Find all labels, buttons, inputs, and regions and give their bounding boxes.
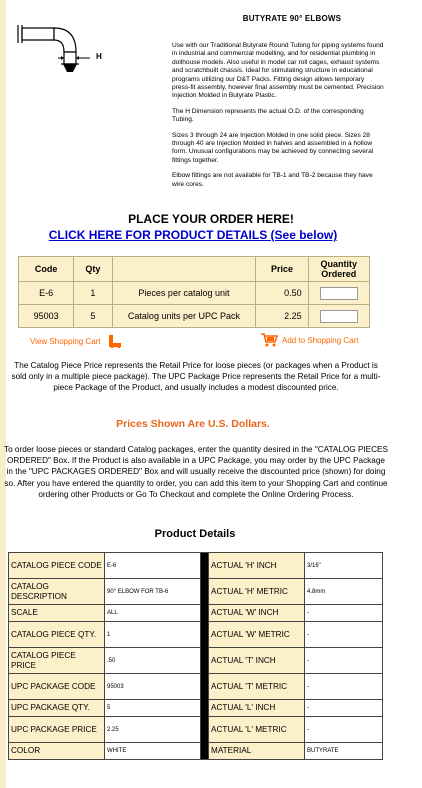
detail-row [9, 605, 383, 622]
detail-label: UPC PACKAGE CODE [9, 674, 105, 700]
detail-value: 2.25 [105, 717, 201, 743]
detail-value: - [305, 717, 383, 743]
col-desc [112, 257, 256, 282]
detail-row [9, 553, 383, 579]
order-qty: 5 [74, 305, 112, 328]
detail-label: UPC PACKAGE PRICE [9, 717, 105, 743]
detail-row [9, 622, 383, 648]
detail-value: BUTYRATE [305, 743, 383, 760]
add-cart-label: Add to Shopping Cart [282, 335, 359, 345]
order-table-header [19, 257, 370, 282]
description-paragraph: Use with our Traditional Butyrate Round Tubing for piping systems found in industrial and commercial modelling, and for residential plumbing in dollhouse models. Also useful in model car roll cages, exhaust systems and scratchbuilt chassis. Ideal for stimulating structure in educational programs utilizing our D&T Packs. Fitting design allows temporary press-fit assembly, however final assembly must be cemented. Precision Injection Molded in Butyrate Plastic. [172, 42, 384, 100]
detail-value: - [305, 622, 383, 648]
detail-label: ACTUAL 'H' INCH [209, 553, 305, 579]
col-code: Code [19, 257, 74, 282]
order-table [18, 256, 370, 328]
col-price: Price [256, 257, 308, 282]
detail-label: ACTUAL 'H' METRIC [209, 579, 305, 605]
detail-value: ALL [105, 605, 201, 622]
detail-value: 90° ELBOW FOR TB-6 [105, 579, 201, 605]
detail-label: ACTUAL 'L' INCH [209, 700, 305, 717]
detail-label: CATALOG DESCRIPTION [9, 579, 105, 605]
pricing-explanation: The Catalog Piece Price represents the Retail Price for loose pieces (or packages when a Product is sold only in a multiple piece package). The UPC Package Price represents the Retail Price for a multi-piece Package of the Product, and usually includes a modest discounted price. [11, 361, 381, 392]
description-paragraph: Sizes 3 through 24 are Injection Molded in one solid piece. Sizes 28 through 40 are Injection Molded in halves and assembled in a hollow form. Unusual configurations may be achieved by connecting several fittings together. [172, 131, 374, 164]
order-desc: Pieces per catalog unit [112, 282, 256, 305]
order-code: E-6 [19, 282, 74, 305]
detail-value: WHITE [105, 743, 201, 760]
view-cart-label: View Shopping Cart [30, 336, 101, 346]
detail-label: ACTUAL 'L' METRIC [209, 717, 305, 743]
product-details-link[interactable]: CLICK HERE FOR PRODUCT DETAILS (See below) [48, 228, 338, 242]
detail-value: - [305, 648, 383, 674]
detail-label: UPC PACKAGE QTY. [9, 700, 105, 717]
detail-row [9, 743, 383, 760]
qty-cell [308, 282, 369, 305]
detail-row [9, 579, 383, 605]
detail-label: ACTUAL 'T' INCH [209, 648, 305, 674]
product-details-title: Product Details [154, 528, 236, 540]
product-description [172, 42, 384, 196]
detail-row [9, 717, 383, 743]
detail-label: CATALOG PIECE PRICE [9, 648, 105, 674]
upc-qty-input[interactable] [320, 310, 358, 323]
detail-label: ACTUAL 'W' METRIC [209, 622, 305, 648]
detail-label: ACTUAL 'T' METRIC [209, 674, 305, 700]
product-title: BUTYRATE 90° ELBOWS [242, 14, 342, 23]
order-price: 2.25 [256, 305, 308, 328]
cart-icon [260, 332, 278, 348]
add-to-cart-button[interactable] [260, 332, 359, 348]
detail-value: 5 [105, 700, 201, 717]
detail-row [9, 674, 383, 700]
order-desc: Catalog units per UPC Pack [112, 305, 256, 328]
order-row [19, 282, 370, 305]
description-paragraph: The H Dimension represents the actual O.D. of the corresponding Tubing. [172, 107, 364, 124]
detail-value: - [305, 605, 383, 622]
catalog-qty-input[interactable] [320, 287, 358, 300]
detail-value: - [305, 674, 383, 700]
detail-row [9, 648, 383, 674]
order-code: 95003 [19, 305, 74, 328]
detail-label: CATALOG PIECE QTY. [9, 622, 105, 648]
qty-cell [308, 305, 369, 328]
currency-note: Prices Shown Are U.S. Dollars. [116, 418, 270, 430]
detail-value: 3/16" [305, 553, 383, 579]
detail-label: SCALE [9, 605, 105, 622]
detail-label: MATERIAL [209, 743, 305, 760]
detail-row [9, 700, 383, 717]
col-qty-ordered: Quantity Ordered [308, 257, 369, 282]
detail-value: E-6 [105, 553, 201, 579]
detail-value: 1 [105, 622, 201, 648]
product-header [0, 0, 422, 205]
col-qty: Qty [74, 257, 112, 282]
detail-value: 95003 [105, 674, 201, 700]
detail-label: COLOR [9, 743, 105, 760]
view-cart-button[interactable] [30, 334, 123, 348]
detail-label: ACTUAL 'W' INCH [209, 605, 305, 622]
description-paragraph: Elbow fittings are not available for TB-1 and TB-2 because they have wire cores. [172, 172, 373, 188]
product-details-table [8, 552, 383, 760]
dimension-label: H [96, 52, 102, 61]
order-row [19, 305, 370, 328]
elbow-diagram-icon [14, 14, 114, 84]
detail-value: .50 [105, 648, 201, 674]
order-price: 0.50 [256, 282, 308, 305]
truck-icon [107, 334, 123, 348]
order-heading: PLACE YOUR ORDER HERE! [128, 212, 294, 226]
ordering-instructions: To order loose pieces or standard Catalog packages, enter the quantity desired in the "CATALOG PIECES ORDERED" Box. If the Product is also available in a UPC Package, you may order by the UPC Package in the "UPC PACKAGES ORDERED" Box and will usually receive the discounted price (shown) for doing so. After you have entered the quantity to order, you can add this item to your Shopping Cart and continue ordering other Products or Go To Checkout and complete the Online Ordering Process. [4, 445, 388, 499]
order-qty: 1 [74, 282, 112, 305]
detail-value: - [305, 700, 383, 717]
detail-label: CATALOG PIECE CODE [9, 553, 105, 579]
column-separator [201, 553, 209, 760]
detail-value: 4.8mm [305, 579, 383, 605]
